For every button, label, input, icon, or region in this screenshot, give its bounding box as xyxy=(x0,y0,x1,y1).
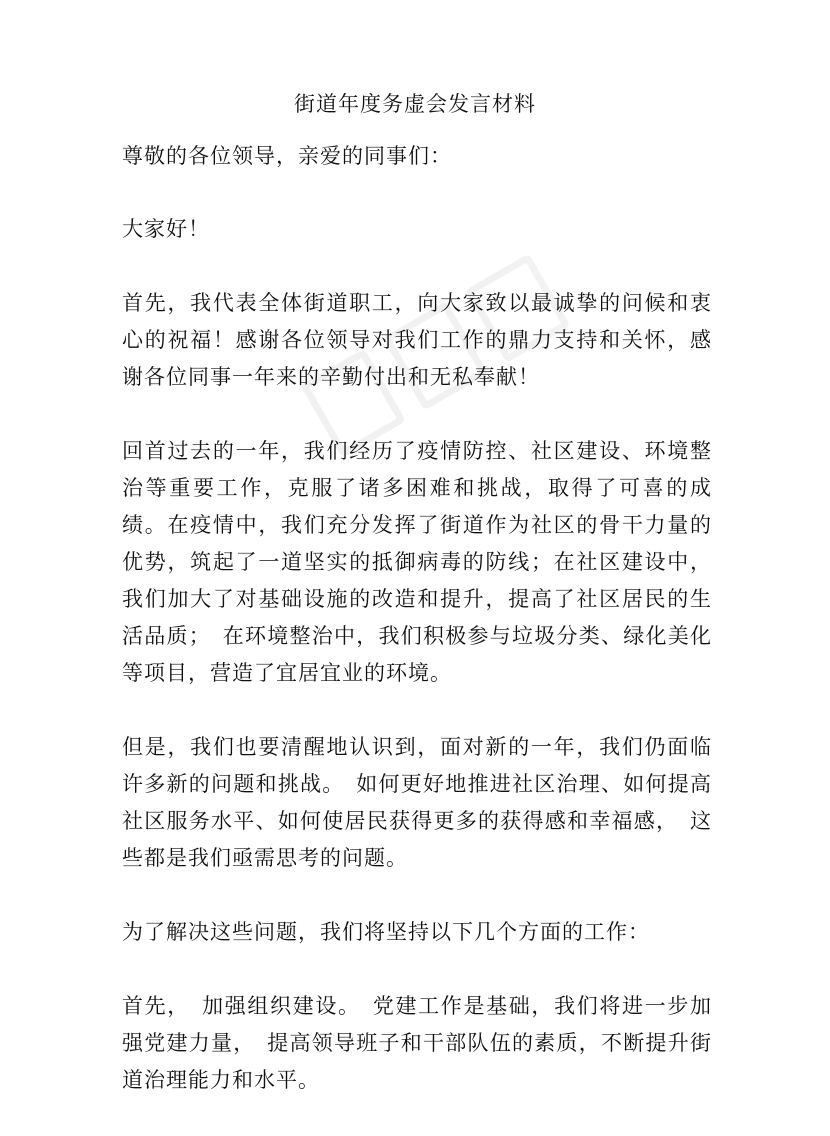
paragraph-challenges: 但是，我们也要清醒地认识到，面对新的一年，我们仍面临许多新的问题和挑战。 如何更好地推进社区治理、如何提高社区服务水平、如何使居民获得更多的获得感和幸福感， 这些都是我们亟需思考的问题。 xyxy=(122,735,712,870)
paragraph-review: 回首过去的一年，我们经历了疫情防控、社区建设、环境整治等重要工作，克服了诸多困难和挑战，取得了可喜的成绩。在疫情中，我们充分发挥了街道作为社区的骨干力量的优势，筑起了一道坚实的抵御病毒的防线；在社区建设中，我们加大了对基础设施的改造和提升，提高了社区居民的生活品质； 在环境整治中，我们积极参与垃圾分类、绿化美化等项目，营造了宜居宜业的环境。 xyxy=(122,439,712,685)
paragraph-plan-intro: 为了解决这些问题，我们将坚持以下几个方面的工作： xyxy=(122,920,650,944)
document-title: 街道年度务虚会发言材料 xyxy=(294,92,536,116)
greeting: 大家好！ xyxy=(122,217,210,241)
paragraph-thanks: 首先，我代表全体街道职工，向大家致以最诚挚的问候和衷心的祝福！感谢各位领导对我们工作的鼎力支持和关怀，感谢各位同事一年来的辛勤付出和无私奉献！ xyxy=(122,291,712,389)
salutation: 尊敬的各位领导，亲爱的同事们： xyxy=(122,144,452,168)
paragraph-organization: 首先， 加强组织建设。 党建工作是基础，我们将进一步加强党建力量， 提高领导班子和干部队伍的素质，不断提升街道治理能力和水平。 xyxy=(122,994,712,1092)
document-body xyxy=(122,138,712,1136)
